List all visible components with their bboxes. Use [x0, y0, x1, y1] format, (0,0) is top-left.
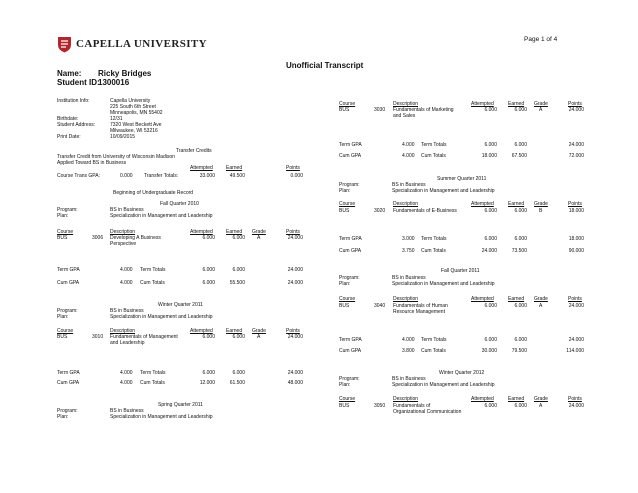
program-value: BS in Business [392, 376, 426, 382]
cum-gpa: 4.000 [120, 280, 133, 286]
col-points: Points [568, 201, 582, 207]
col-earned: Earned [508, 396, 525, 402]
course-earned: 6.000 [514, 303, 527, 309]
course-points: 18.000 [568, 208, 584, 214]
course-attempted: 6.000 [484, 303, 497, 309]
course-earned: 6.000 [514, 403, 527, 409]
institution-line-2: 225 South 6th Street [110, 104, 156, 110]
course-number: 3006 [92, 235, 104, 241]
program-label: Program: [339, 376, 360, 382]
col-attempted: Attempted [471, 201, 494, 207]
course-attempted: 6.000 [202, 235, 215, 241]
col-earned: Earned [508, 296, 525, 302]
col-points: Points [568, 296, 582, 302]
address-label: Student Address: [57, 122, 96, 128]
transfer-earned-header: Earned [226, 165, 243, 171]
term-gpa-label: Term GPA [339, 236, 362, 242]
term-attempted: 6.000 [202, 267, 215, 273]
course-desc-2: Perspective [110, 241, 137, 247]
student-id-label: Student ID: [57, 78, 100, 87]
program-value: BS in Business [392, 275, 426, 281]
cum-attempted: 30.000 [481, 348, 497, 354]
col-attempted: Attempted [471, 396, 494, 402]
address-line-2: Milwaukee, WI 53216 [110, 128, 158, 134]
cum-points: 48.000 [287, 380, 303, 386]
course-desc-1: Fundamentals of E-Business [393, 208, 457, 214]
program-label: Program: [57, 207, 78, 213]
plan-label: Plan: [57, 213, 69, 219]
col-grade: Grade [252, 229, 266, 235]
program-label: Program: [339, 275, 360, 281]
transfer-applied: Applied Toward BS in Business [57, 160, 127, 166]
term-earned: 6.000 [514, 142, 527, 148]
transfer-totals-label: Transfer Totals: [144, 173, 179, 179]
cum-earned: 55.500 [229, 280, 245, 286]
term-gpa: 4.000 [402, 337, 415, 343]
course-points: 24.000 [287, 235, 303, 241]
term-heading: Fall Quarter 2011 [441, 268, 480, 274]
col-course: Course [57, 328, 74, 334]
term-gpa-label: Term GPA [57, 267, 80, 273]
course-attempted: 6.000 [484, 403, 497, 409]
term-totals-label: Term Totals [421, 337, 447, 343]
cum-points: 24.000 [287, 280, 303, 286]
logo-text: CAPELLA UNIVERSITY [76, 38, 207, 50]
col-attempted: Attempted [471, 101, 494, 107]
col-course: Course [339, 396, 356, 402]
cum-attempted: 18.000 [481, 153, 497, 159]
plan-value: Specialization in Management and Leadership [392, 281, 495, 287]
term-heading: Spring Quarter 2011 [158, 402, 203, 408]
cum-gpa-label: Cum GPA [339, 348, 362, 354]
col-earned: Earned [508, 101, 525, 107]
col-attempted: Attempted [190, 328, 213, 334]
cum-gpa-label: Cum GPA [57, 280, 80, 286]
term-points: 24.000 [568, 142, 584, 148]
institution-line-3: Minneapolis, MN 55402 [110, 110, 163, 116]
col-description: Description [110, 328, 136, 334]
course-grade: A [257, 334, 261, 340]
plan-value: Specialization in Management and Leadership [110, 414, 213, 420]
course-desc-1: Developing A Business [110, 235, 161, 241]
col-points: Points [568, 396, 582, 402]
cum-gpa-label: Cum GPA [339, 153, 362, 159]
course-grade: B [539, 208, 543, 214]
cum-earned: 73.500 [511, 248, 527, 254]
plan-label: Plan: [339, 281, 351, 287]
cum-gpa-label: Cum GPA [57, 380, 80, 386]
cum-earned: 79.500 [511, 348, 527, 354]
course-points: 24.000 [568, 303, 584, 309]
course-points: 24.000 [287, 334, 303, 340]
student-name: Ricky Bridges [98, 69, 152, 78]
transfer-attempted: 33.000 [199, 173, 215, 179]
term-gpa-label: Term GPA [339, 337, 362, 343]
term-points: 24.000 [568, 337, 584, 343]
term-gpa: 4.000 [120, 370, 133, 376]
cum-gpa: 4.000 [402, 153, 415, 159]
cum-totals-label: Cum Totals [421, 348, 446, 354]
term-totals-label: Term Totals [140, 370, 166, 376]
term-heading: Winter Quarter 2011 [158, 302, 203, 308]
col-grade: Grade [534, 101, 548, 107]
course-earned: 6.000 [232, 334, 245, 340]
page-title: Unofficial Transcript [286, 61, 364, 70]
course-desc-2: and Sales [393, 113, 416, 119]
term-points: 18.000 [568, 236, 584, 242]
print-date-label: Print Date: [57, 134, 81, 140]
col-description: Description [393, 396, 419, 402]
col-attempted: Attempted [190, 229, 213, 235]
col-description: Description [393, 296, 419, 302]
cum-points: 72.000 [568, 153, 584, 159]
plan-value: Specialization in Management and Leadership [110, 213, 213, 219]
course-grade: A [539, 107, 543, 113]
program-label: Program: [57, 408, 78, 414]
course-number: 3030 [374, 107, 386, 113]
term-gpa: 3.000 [402, 236, 415, 242]
term-heading: Fall Quarter 2010 [160, 201, 199, 207]
course-desc-1: Fundamentals of Management [110, 334, 178, 340]
address-line-1: 7320 West Beckett Ave [110, 122, 162, 128]
term-heading: Winter Quarter 2012 [439, 370, 485, 376]
term-totals-label: Term Totals [421, 236, 447, 242]
course-desc-1: Fundamentals of Marketing [393, 107, 454, 113]
term-heading: Summer Quarter 2011 [437, 176, 487, 182]
term-points: 24.000 [287, 370, 303, 376]
student-id: 1300016 [98, 78, 130, 87]
term-attempted: 6.000 [484, 337, 497, 343]
course-attempted: 6.000 [202, 334, 215, 340]
transfer-attempted-header: Attempted [190, 165, 213, 171]
institution-label: Institution Info: [57, 98, 90, 104]
cum-gpa: 3.750 [402, 248, 415, 254]
program-value: BS in Business [110, 408, 144, 414]
term-gpa-label: Term GPA [57, 370, 80, 376]
cum-points: 90.000 [568, 248, 584, 254]
col-attempted: Attempted [471, 296, 494, 302]
transfer-heading: Transfer Credits [176, 148, 212, 154]
course-subject: BUS [339, 303, 350, 309]
term-gpa: 4.000 [402, 142, 415, 148]
cum-totals-label: Cum Totals [421, 248, 446, 254]
course-points: 24.000 [568, 107, 584, 113]
cum-attempted: 12.000 [199, 380, 215, 386]
term-earned: 6.000 [232, 370, 245, 376]
course-desc-2: Resource Management [393, 309, 445, 315]
course-number: 3050 [374, 403, 386, 409]
term-earned: 6.000 [514, 337, 527, 343]
col-course: Course [57, 229, 74, 235]
col-points: Points [286, 328, 300, 334]
program-label: Program: [57, 308, 78, 314]
cum-totals-label: Cum Totals [140, 380, 165, 386]
birthdate: 12/31 [110, 116, 123, 122]
term-totals-label: Term Totals [421, 142, 447, 148]
term-attempted: 6.000 [484, 142, 497, 148]
cum-attempted: 24.000 [481, 248, 497, 254]
course-subject: BUS [339, 107, 350, 113]
course-earned: 6.000 [514, 208, 527, 214]
shield-logo-icon [57, 36, 72, 53]
course-grade: A [539, 303, 543, 309]
program-value: BS in Business [110, 308, 144, 314]
program-label: Program: [339, 182, 360, 188]
col-grade: Grade [534, 396, 548, 402]
col-earned: Earned [508, 201, 525, 207]
course-desc-1: Fundamentals of [393, 403, 431, 409]
cum-earned: 67.500 [511, 153, 527, 159]
course-grade: A [257, 235, 261, 241]
col-course: Course [339, 296, 356, 302]
col-earned: Earned [226, 229, 243, 235]
term-totals-label: Term Totals [140, 267, 166, 273]
col-points: Points [286, 229, 300, 235]
institution-line-1: Capella University [110, 98, 151, 104]
course-subject: BUS [339, 208, 350, 214]
term-earned: 6.000 [514, 236, 527, 242]
student-name-label: Name: [57, 69, 82, 78]
transfer-gpa: 0.000 [120, 173, 133, 179]
col-description: Description [393, 201, 419, 207]
cum-gpa: 3.800 [402, 348, 415, 354]
record-heading: Beginning of Undergraduate Record [113, 190, 194, 196]
transfer-gpa-label: Course Trans GPA: [57, 173, 100, 179]
plan-label: Plan: [57, 414, 69, 420]
cum-gpa-label: Cum GPA [339, 248, 362, 254]
course-number: 3020 [374, 208, 386, 214]
col-course: Course [339, 101, 356, 107]
term-gpa: 4.000 [120, 267, 133, 273]
transfer-points-header: Points [286, 165, 300, 171]
col-grade: Grade [534, 296, 548, 302]
birthdate-label: Birthdate: [57, 116, 79, 122]
col-grade: Grade [534, 201, 548, 207]
col-description: Description [393, 101, 419, 107]
term-earned: 6.000 [232, 267, 245, 273]
transfer-points: 0.000 [290, 173, 303, 179]
course-desc-2: and Leadership [110, 340, 145, 346]
plan-label: Plan: [57, 314, 69, 320]
course-subject: BUS [57, 334, 68, 340]
cum-totals-label: Cum Totals [140, 280, 165, 286]
course-subject: BUS [339, 403, 350, 409]
col-course: Course [339, 201, 356, 207]
course-earned: 6.000 [514, 107, 527, 113]
course-attempted: 6.000 [484, 107, 497, 113]
course-number: 3040 [374, 303, 386, 309]
col-points: Points [568, 101, 582, 107]
plan-label: Plan: [339, 382, 351, 388]
cum-points: 114.000 [566, 348, 584, 354]
program-value: BS in Business [392, 182, 426, 188]
plan-value: Specialization in Management and Leadership [110, 314, 213, 320]
program-value: BS in Business [110, 207, 144, 213]
term-attempted: 6.000 [202, 370, 215, 376]
plan-value: Specialization in Management and Leadership [392, 382, 495, 388]
cum-attempted: 6.000 [202, 280, 215, 286]
course-desc-1: Fundamentals of Human [393, 303, 448, 309]
term-gpa-label: Term GPA [339, 142, 362, 148]
course-grade: A [539, 403, 543, 409]
transfer-from: Transfer Credit from University of Wisconsin Madison [57, 154, 175, 160]
term-points: 24.000 [287, 267, 303, 273]
cum-earned: 61.500 [229, 380, 245, 386]
cum-gpa: 4.000 [120, 380, 133, 386]
col-earned: Earned [226, 328, 243, 334]
course-points: 24.000 [568, 403, 584, 409]
col-grade: Grade [252, 328, 266, 334]
print-date: 10/09/2015 [110, 134, 136, 140]
course-earned: 6.000 [232, 235, 245, 241]
course-attempted: 6.000 [484, 208, 497, 214]
cum-totals-label: Cum Totals [421, 153, 446, 159]
col-description: Description [110, 229, 136, 235]
page-number: Page 1 of 4 [524, 36, 558, 43]
course-number: 3010 [92, 334, 104, 340]
plan-value: Specialization in Management and Leadership [392, 188, 495, 194]
term-attempted: 6.000 [484, 236, 497, 242]
course-desc-2: Organizational Communication [393, 409, 462, 415]
transfer-earned: 49.500 [229, 173, 245, 179]
course-subject: BUS [57, 235, 68, 241]
plan-label: Plan: [339, 188, 351, 194]
